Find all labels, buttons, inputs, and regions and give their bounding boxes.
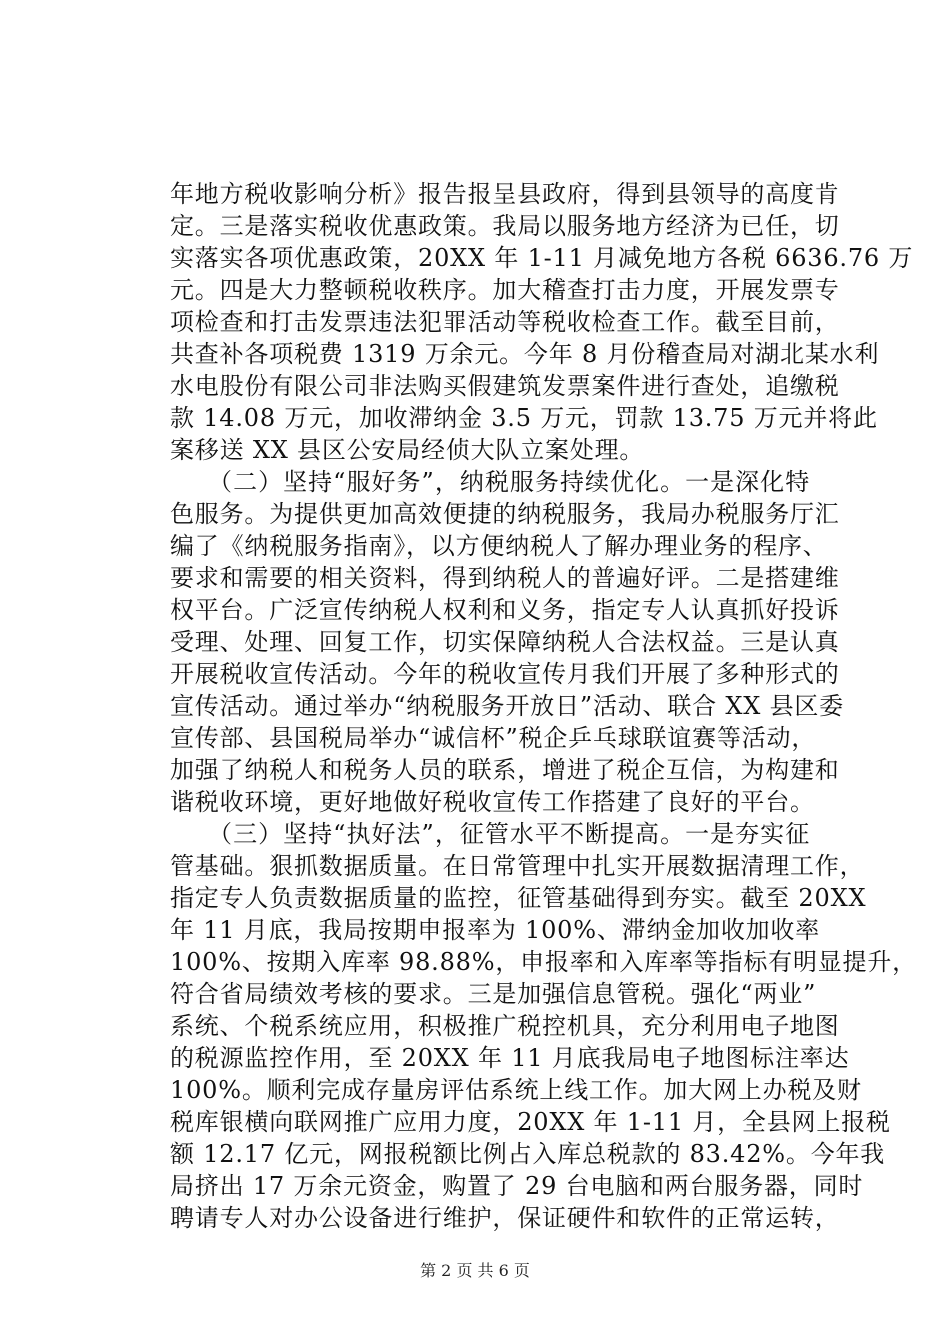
text-line: 额 12.17 亿元，网报税额比例占入库总税款的 83.42%。今年我 — [170, 1140, 886, 1168]
text-line: 要求和需要的相关资料，得到纳税人的普遍好评。二是搭建维 — [170, 564, 840, 592]
text-line: 宣传活动。通过举办“纳税服务开放日”活动、联合 XX 县区委 — [170, 692, 844, 720]
text-line: 元。四是大力整顿税收秩序。加大稽查打击力度，开展发票专 — [170, 276, 840, 304]
text-line: 年地方税收影响分析》报告报呈县政府，得到县领导的高度肯 — [170, 180, 840, 208]
text-line: 共查补各项税费 1319 万余元。今年 8 月份稽查局对湖北某水利 — [170, 340, 880, 368]
text-line: 聘请专人对办公设备进行维护，保证硬件和软件的正常运转， — [170, 1204, 840, 1232]
text-line: 开展税收宣传活动。今年的税收宣传月我们开展了多种形式的 — [170, 660, 840, 688]
text-line: 编了《纳税服务指南》，以方便纳税人了解办理业务的程序、 — [170, 532, 828, 560]
text-line: 色服务。为提供更加高效便捷的纳税服务，我局办税服务厅汇 — [170, 500, 840, 528]
text-line: 100%、按期入库率 98.88%，申报率和入库率等指标有明显提升， — [170, 948, 917, 976]
text-line: 实落实各项优惠政策，20XX 年 1-11 月减免地方各税 6636.76 万 — [170, 244, 914, 272]
document-body — [170, 178, 917, 1234]
text-line: （三）坚持“执好法”，征管水平不断提高。一是夯实征 — [170, 820, 810, 848]
text-line: 管基础。狠抓数据质量。在日常管理中扎实开展数据清理工作， — [170, 852, 865, 880]
page-footer: 第 2 页 共 6 页 — [420, 1261, 530, 1280]
text-line: 水电股份有限公司非法购买假建筑发票案件进行查处，追缴税 — [170, 372, 840, 400]
text-line: 局挤出 17 万余元资金，购置了 29 台电脑和两台服务器，同时 — [170, 1172, 864, 1200]
text-line: 系统、个税系统应用，积极推广税控机具，充分利用电子地图 — [170, 1012, 840, 1040]
text-line: 的税源监控作用，至 20XX 年 11 月底我局电子地图标注率达 — [170, 1044, 850, 1072]
text-line: 宣传部、县国税局举办“诚信杯”税企乒乓球联谊赛等活动， — [170, 724, 817, 752]
text-line: 100%。顺利完成存量房评估系统上线工作。加大网上办税及财 — [170, 1076, 862, 1104]
text-line: 定。三是落实税收优惠政策。我局以服务地方经济为已任，切 — [170, 212, 840, 240]
text-line: 符合省局绩效考核的要求。三是加强信息管税。强化“两业” — [170, 980, 817, 1008]
text-line: 款 14.08 万元，加收滞纳金 3.5 万元，罚款 13.75 万元并将此 — [170, 404, 878, 432]
text-line: 税库银横向联网推广应用力度，20XX 年 1-11 月，全县网上报税 — [170, 1108, 891, 1136]
text-line: （二）坚持“服好务”，纳税服务持续优化。一是深化特 — [170, 468, 810, 496]
text-line: 年 11 月底，我局按期申报率为 100%、滞纳金加收加收率 — [170, 916, 821, 944]
text-line: 加强了纳税人和税务人员的联系，增进了税企互信，为构建和 — [170, 756, 840, 784]
text-line: 受理、处理、回复工作，切实保障纳税人合法权益。三是认真 — [170, 628, 840, 656]
text-line: 指定专人负责数据质量的监控，征管基础得到夯实。截至 20XX — [170, 884, 867, 912]
text-line: 案移送 XX 县区公安局经侦大队立案处理。 — [170, 436, 645, 464]
text-line: 谐税收环境，更好地做好税收宣传工作搭建了良好的平台。 — [170, 788, 815, 816]
text-line: 项检查和打击发票违法犯罪活动等税收检查工作。截至目前， — [170, 308, 840, 336]
text-line: 权平台。广泛宣传纳税人权利和义务，指定专人认真抓好投诉 — [170, 596, 840, 624]
